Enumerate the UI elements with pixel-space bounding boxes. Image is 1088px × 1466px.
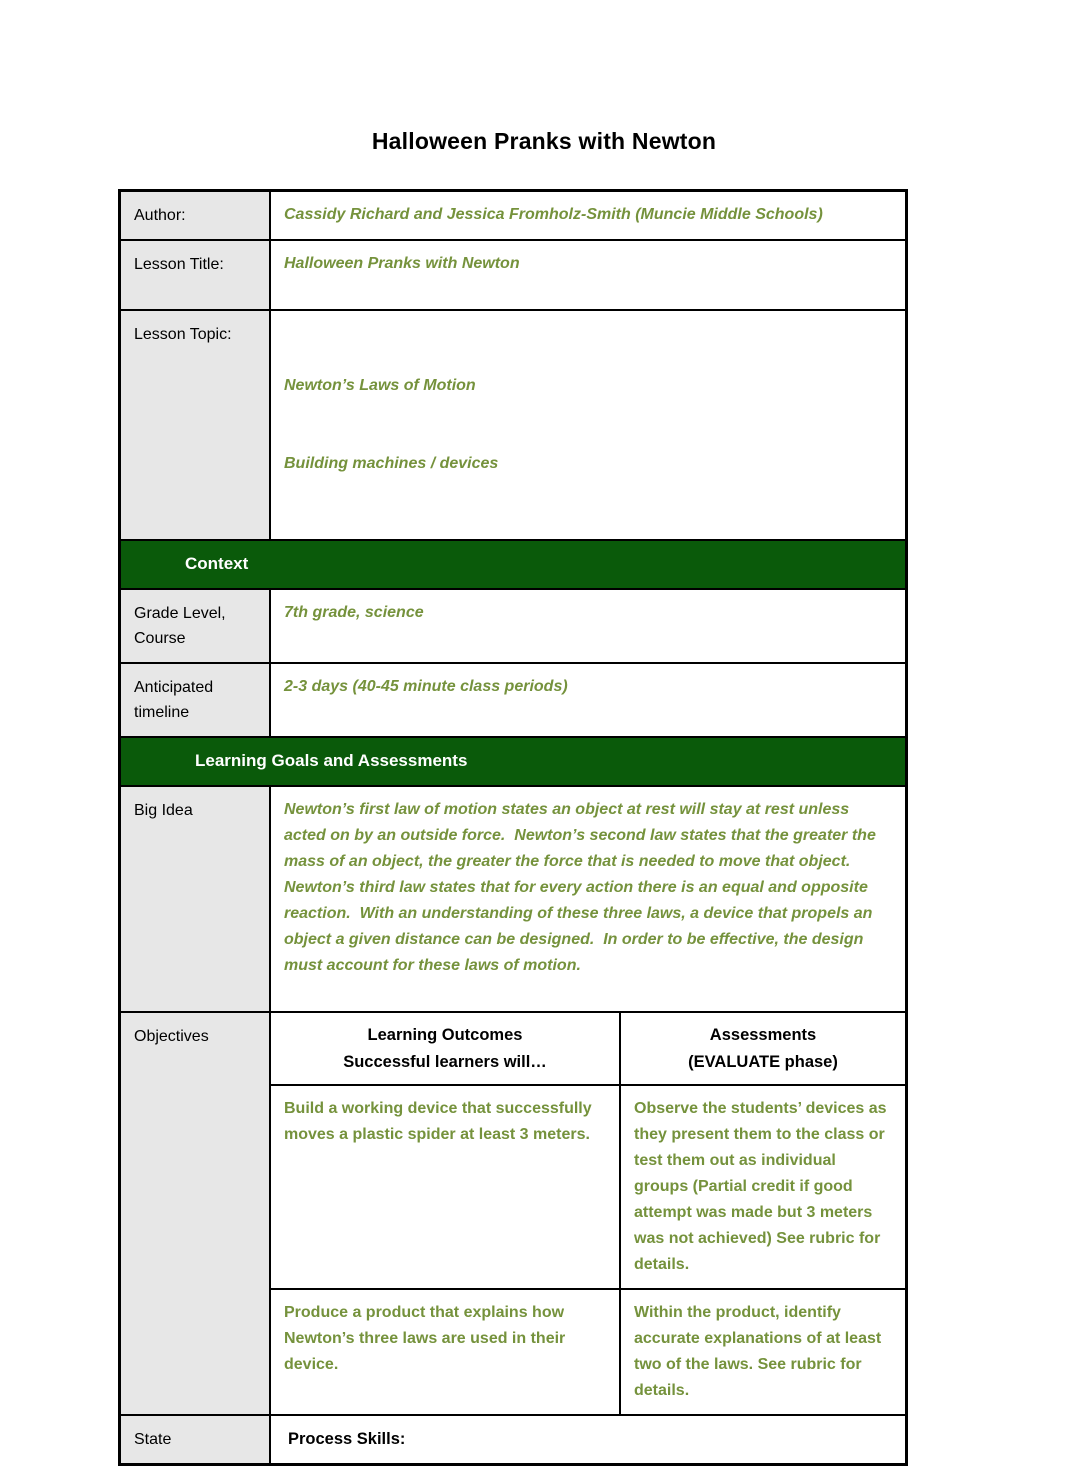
- timeline-value: 2-3 days (40-45 minute class periods): [284, 678, 568, 695]
- objectives-row-2: [271, 1290, 905, 1414]
- objectives-subtable: [271, 1013, 905, 1414]
- big-idea-value: Newton’s first law of motion states an object at rest will stay at rest unless acted on by an outside force. Newton’s second law states that the greater the mass of an object, the greater the force that is needed to move that object. Newton’s third law states that for every action there is an equal and opposite reaction. With an understanding of these three laws, a device that propels an object a given distance can be designed. In order to be effective, the design must account for these laws of motion.: [284, 801, 881, 974]
- assessments-header-line-2: (EVALUATE phase): [688, 1053, 838, 1071]
- assessment-2: Within the product, identify accurate explanations of at least two of the laws. See rubric for details.: [634, 1304, 886, 1399]
- row-section-context: [121, 541, 905, 590]
- assessments-header-line-1: Assessments: [709, 1026, 817, 1044]
- outcome-1: Build a working device that successfully moves a plastic spider at least 3 meters.: [271, 1086, 621, 1288]
- learning-outcomes-header-line-1: Learning Outcomes: [367, 1026, 523, 1044]
- row-objectives: [121, 1013, 905, 1416]
- lesson-plan-table: [118, 189, 908, 1466]
- objectives-label: Objectives: [121, 1013, 271, 1414]
- assessment-1: Observe the students’ devices as they present them to the class or test them out as individual groups (Partial credit if good attempt was made but 3 meters was not achieved) See rubric for details.: [634, 1100, 892, 1273]
- row-author: [121, 192, 905, 241]
- row-big-idea: [121, 787, 905, 1013]
- lesson-title-value: Halloween Pranks with Newton: [284, 255, 520, 272]
- row-state: [121, 1416, 905, 1463]
- row-lesson-title: [121, 241, 905, 311]
- lesson-topic-value: [271, 311, 905, 539]
- lesson-topic-line-2: Building machines / devices: [284, 455, 499, 472]
- lesson-topic-label: Lesson Topic:: [121, 311, 271, 539]
- row-timeline: [121, 664, 905, 738]
- author-value: Cassidy Richard and Jessica Fromholz-Smith (Muncie Middle Schools): [284, 206, 823, 223]
- lesson-topic-line-1: Newton’s Laws of Motion: [284, 377, 476, 394]
- learning-outcomes-header-line-2: Successful learners will…: [343, 1053, 547, 1071]
- objectives-header-row: [271, 1013, 905, 1086]
- assessments-header: [621, 1013, 905, 1084]
- row-lesson-topic: [121, 311, 905, 541]
- big-idea-label: Big Idea: [121, 787, 271, 1011]
- learning-outcomes-header: [271, 1013, 621, 1084]
- row-section-goals: [121, 738, 905, 787]
- page-title: Halloween Pranks with Newton: [371, 128, 717, 154]
- state-label: State: [121, 1416, 271, 1463]
- section-header-goals: Learning Goals and Assessments: [121, 738, 905, 785]
- author-label: Author:: [121, 192, 271, 239]
- timeline-label: Anticipated timeline: [121, 664, 271, 736]
- outcome-2: Produce a product that explains how Newton’s three laws are used in their device.: [271, 1290, 621, 1414]
- lesson-title-label: Lesson Title:: [121, 241, 271, 309]
- section-header-context: Context: [121, 541, 905, 588]
- grade-level-label: Grade Level, Course: [121, 590, 271, 662]
- row-grade-level: [121, 590, 905, 664]
- objectives-row-1: [271, 1086, 905, 1290]
- grade-level-value: 7th grade, science: [284, 604, 424, 621]
- state-value: Process Skills:: [288, 1430, 406, 1448]
